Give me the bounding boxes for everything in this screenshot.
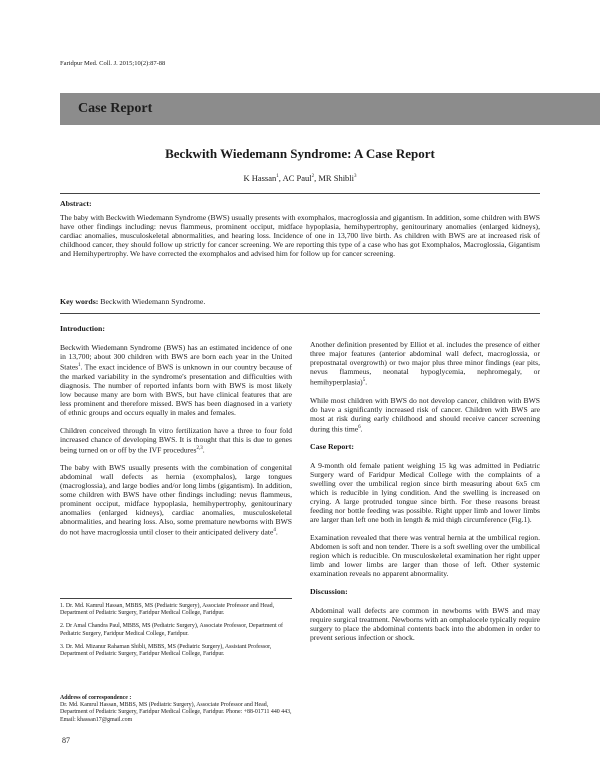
author-name: AC Paul (282, 173, 312, 183)
author-affiliation-mark: 2 (311, 174, 315, 180)
correspondence-text: Dr. Md. Kamrul Hassan, MBBS, MS (Pediatric Surgery), Associate Professor and Head, Department of Pediatric Surgery, Faridpur Medical College, Faridpur. Phone: +88-01711 440 443, (60, 702, 292, 716)
abstract-heading: Abstract: (60, 199, 92, 208)
left-column (60, 322, 292, 546)
divider (60, 193, 540, 194)
definition-paragraph: Another definition presented by Elliot et al. includes the presence of either three major features (anterior abdominal wall defect, macroglossia, or prepostnatal overgrowth) or two major plus three minor findings (ear pits, nevus flammeus, neonatal hypoglycemia, nephromegaly, or hemihyperplasia)$^5$. (310, 340, 540, 387)
keywords-label: Key words: (60, 297, 99, 306)
footnote-item: 2. Dr Amal Chandra Paul, MBBS, MS (Pediatric Surgery), Associate Professor, Department of Pediatric Surgery, Faridpur Medical College, Faridpur. (60, 623, 283, 637)
correspondence-email[interactable]: Email: khassan17@gmail.com (60, 716, 133, 723)
abstract-text: The baby with Beckwith Wiedemann Syndrome (BWS) usually presents with exomphalos, macroglossia and gigantism. In addition, some children with BWS have other findings including: nevus flammeus, prominent occiput, midface hypoplasia, hemihypertrophy, genitourinary anomalies (enlarged kidneys), cardiac anomalies, musculoskeletal abnormalities, and hearing loss. Incidence of one in 13,700 live birth. As children with BWS are at increased risk of childhood cancer, they should follow up strictly for cancer screening. We are reporting this type of a case who has got Exomphalos, Macroglossia, Gigantism and Hemihypertrophy. We have corrected the exomphalos and advised him for follow up for cancer screening. (60, 213, 540, 258)
case-paragraph-2: Examination revealed that there was ventral hernia at the umbilical region. Abdomen is soft and non tender. There is a soft swelling over the umbilical region which is reducible. On musculoskeletal examination her right upper limb and lower limbs are larger than those of left. Other systemic examination reveals no apparent abnormality. (310, 533, 540, 579)
intro-paragraph-1: Beckwith Wiedemann Syndrome (BWS) has an estimated incidence of one in 13,700; about 300 children with BWS are born each year in the United States$^1$. The exact incidence of BWS is unknown in our country because of the marked variability in the syndrome's presentation and difficulties with diagnosis. The number of reported infants born with BWS is most likely low because many are born with BWS, but have clinical features that are less prominent and therefore missed. BWS has been diagnosed in a variety of ethnic groups and occurs equally in males and females. (60, 343, 292, 417)
intro-paragraph-2: Children conceived through In vitro fertilization have a three to four fold increased chance of developing BWS. It is thought that this is due to genes being turned on or off by the IVF procedures$^{2,3}$. (60, 425, 292, 455)
footnote-item: 1. Dr. Md. Kamrul Hassan, MBBS, MS (Pediatric Surgery), Associate Professor and Head, Department of Pediatric Surgery, Faridpur Medical College, Faridpur. (60, 603, 275, 617)
author-name: MR Shibli (318, 173, 355, 183)
correspondence (60, 695, 292, 730)
page-number: 87 (62, 736, 70, 745)
discussion-paragraph-1: Abdominal wall defects are common in newborns with BWS and may require surgical treatment. Newborns with an omphalocele typically require surgery to place the abdominal contents back into the abdomen in order to prevent serious infection or shock. (310, 606, 540, 643)
article-title: Beckwith Wiedemann Syndrome: A Case Report (165, 146, 435, 161)
author-name: K Hassan (243, 173, 277, 183)
footnote-divider (60, 598, 292, 599)
intro-paragraph-3: The baby with BWS usually presents with the combination of congenital abdominal wall defects as hernia (exomphalos), large tongues (macroglossia), and large bodies and/or long limbs (gigantism). In addition, some children with BWS have other findings including: nevus flammeus, prominent occiput, midface hypoplasia, hemihypertrophy, genitourinary anomalies (enlarged kidneys), cardiac anomalies, musculoskeletal abnormalities, and hearing loss. Also, some premature newborns with BWS do not have macroglossia until closer to their anticipated delivery date$^4$. (60, 463, 292, 537)
footnote-item: 3. Dr. Md. Mizanur Rahaman Shibli, MBBS, MS (Pediatric Surgery), Assistant Professor, Department of Pediatric Surgery, Faridpur Medical College, Faridpur. (60, 643, 272, 658)
right-column (310, 340, 540, 651)
author-affiliation-mark: 3 (354, 174, 357, 180)
author-affiliation-mark: 1 (276, 174, 279, 180)
journal-citation: Faridpur Med. Coll. J. 2015;10(2):87-88 (60, 60, 166, 67)
discussion-heading: Discussion: (310, 587, 348, 597)
case-report-heading: Case Report: (310, 442, 354, 452)
author-list: K Hassan$^1$, AC Paul$^2$, MR Shibli$^3$ (243, 173, 357, 183)
divider (60, 313, 540, 314)
correspondence-heading: Address of correspondence : (60, 695, 132, 701)
cancer-risk-paragraph: While most children with BWS do not develop cancer, children with BWS do have a significantly increased risk of cancer. Children with BWS are most at risk during early childhood and should receive cancer screening during this time$^6$. (310, 395, 540, 434)
case-paragraph-1: A 9-month old female patient weighing 15 kg was admitted in Pediatric Surgery ward of Faridpur Medical College with the complaints of a swelling over the umbilical region since birth measuring about 6x5 cm which is reducible in lying condition. And the swelling is increased on crying. A large protruded tongue since birth. For these reasons breast feeding nor bottle feeding was possible. Right upper limb and lower limbs are larger than left one both in length & mid thigh circumference (Fig.1). (310, 461, 540, 525)
section-band-label: Case Report (78, 101, 153, 116)
footnotes (60, 603, 292, 664)
introduction-heading: Introduction: (60, 324, 105, 333)
keywords-text: Beckwith Wiedemann Syndrome. (100, 297, 206, 306)
keywords (60, 297, 205, 306)
